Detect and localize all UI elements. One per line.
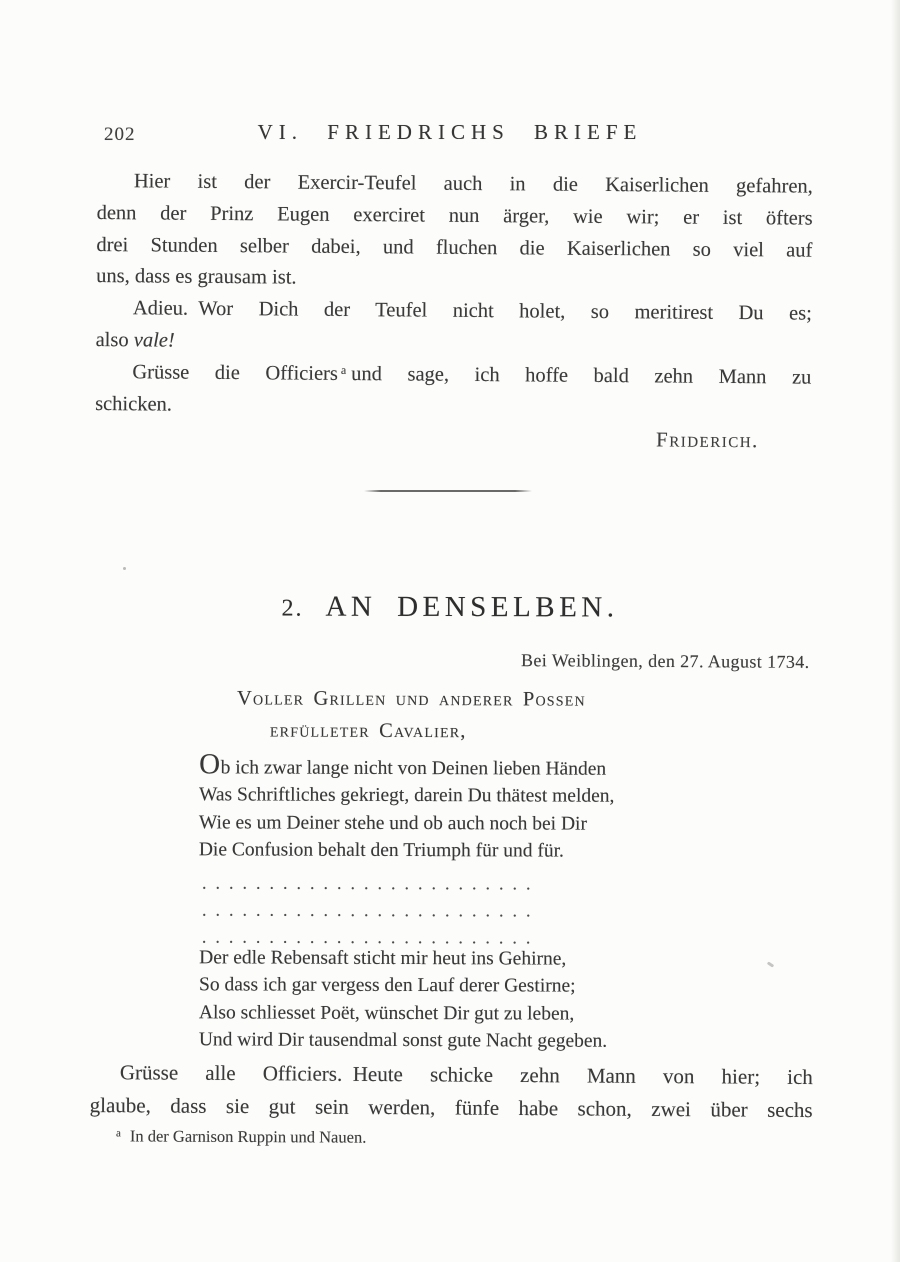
footnote-text: In der Garnison Ruppin und Nauen. (129, 1126, 367, 1147)
letter-ending-section (95, 166, 813, 458)
signature: Friderich. (656, 427, 759, 453)
salutation-line: erfülleter Cavalier, (269, 719, 467, 743)
scan-speck (767, 961, 775, 967)
page-number: 202 (104, 124, 136, 145)
text-line (95, 357, 811, 394)
paragraph (95, 357, 811, 426)
verse-line: So dass ich gar vergess den Lauf derer Gestirne; (199, 974, 576, 997)
text-line: schicken. (95, 392, 173, 416)
ellipsis-line: . . . . . . . . . . . . . . . . . . . . . . . . . (202, 872, 531, 894)
verse-line: Wie es um Deiner stehe und ob auch noch bei Dir (198, 811, 588, 835)
letter-title: AN DENSELBEN. (325, 590, 619, 624)
ellipsis-line: . . . . . . . . . . . . . . . . . . . . . . . . . (201, 926, 531, 948)
salutation-line: Voller Grillen und anderer Possen (237, 687, 586, 711)
footnote-marker: a (340, 362, 347, 377)
text-line: denn der Prinz Eugen exerciret nun ärger, wie wir; er ist öfters (96, 201, 813, 230)
running-header (0, 120, 900, 146)
text-run: Grüsse die Officiers (132, 361, 338, 385)
closing-paragraph (90, 1056, 813, 1126)
footnote-marker: a (115, 1127, 121, 1140)
salutation (237, 682, 586, 747)
text-line: uns, dass es grausam ist. (96, 265, 297, 289)
latin-phrase: vale! (133, 329, 175, 352)
ellipsis-lines (202, 870, 531, 952)
verse-line: Und wird Dir tausendmal sonst gute Nacht gegeben. (198, 1029, 608, 1052)
letter-heading (0, 590, 900, 625)
letter-number: 2. (281, 595, 304, 622)
text-run: also (95, 328, 134, 352)
poem-stanza (198, 748, 615, 865)
text-run: b ich zwar lange nicht von Deinen lieben Händen (220, 757, 607, 780)
dateline: Bei Weiblingen, den 27. August 1734. (521, 650, 811, 672)
running-title: VI. FRIEDRICHS BRIEFE (257, 120, 643, 144)
text-run: und sage, ich hoffe bald zehn Mann zu (351, 362, 812, 389)
text-line: Grüsse alle Officiers. Heute schicke zehn Mann von hier; ich (119, 1060, 813, 1090)
verse-line: Also schliesset Poët, wünschet Dir gut zu leben, (198, 1001, 575, 1025)
drop-initial: O (199, 748, 221, 781)
poem-stanza (199, 944, 608, 1055)
ellipsis-line: . . . . . . . . . . . . . . . . . . . . . . . . . (201, 899, 531, 921)
text-line: Hier ist der Exercir-Teufel auch in die Kaiserlichen gefahren, (133, 170, 813, 198)
paragraph (96, 166, 813, 299)
verse-line (199, 748, 614, 783)
section-divider-rule (364, 490, 532, 492)
verse-line: Was Schriftliches gekriegt, darein Du thätest melden, (199, 784, 615, 808)
text-line: Adieu. Wor Dich der Teufel nicht holet, so meritirest Du es; (132, 297, 812, 325)
text-line: glaube, dass sie gut sein werden, fünfe habe schon, zwei über sechs (89, 1092, 813, 1122)
footnote (116, 1126, 366, 1147)
scan-speck (123, 567, 126, 570)
verse-line: Der edle Rebensaft sticht mir heut ins Gehirne, (199, 947, 567, 970)
paragraph (96, 293, 812, 362)
verse-line: Die Confusion behalt den Triumph für und für. (198, 839, 564, 862)
text-line: drei Stunden selber dabei, und fluchen die Kaiserlichen so viel auf (96, 233, 813, 262)
